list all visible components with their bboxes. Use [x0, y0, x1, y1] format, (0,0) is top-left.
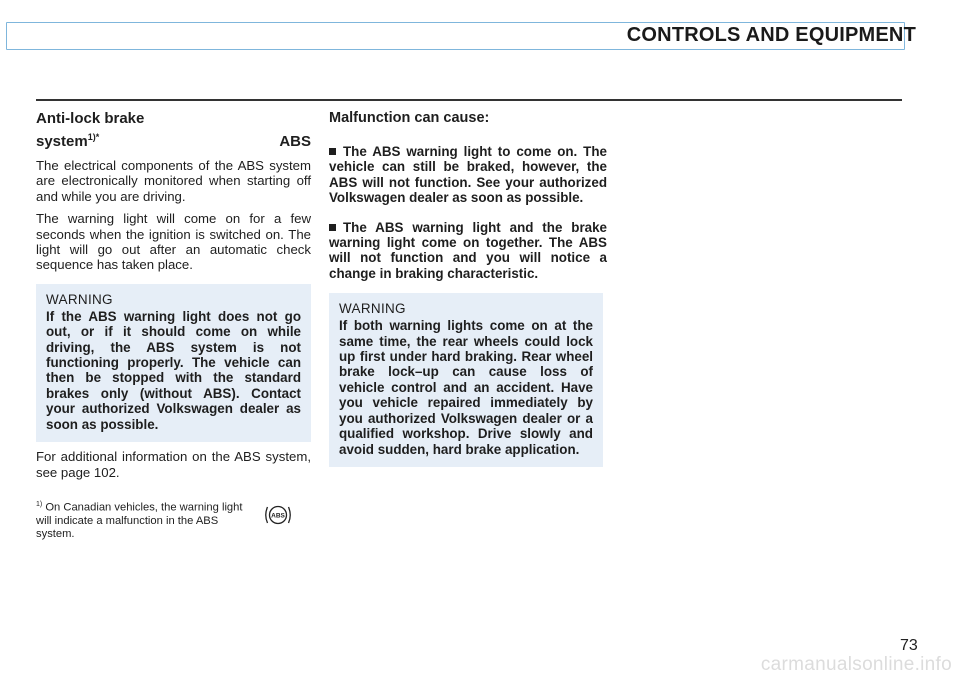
- section-title-line2: system: [36, 133, 88, 150]
- bullet-square-icon: [329, 224, 336, 231]
- page-title: CONTROLS AND EQUIPMENT: [626, 24, 916, 46]
- warning-label: WARNING: [339, 301, 406, 317]
- warning-box: [36, 284, 311, 442]
- bullet-square-icon: [329, 148, 336, 155]
- footnote: [36, 498, 311, 542]
- footnote-ref: 1)*: [87, 132, 100, 142]
- warning-box: [329, 293, 603, 467]
- right-column: [329, 109, 607, 467]
- left-column: [36, 109, 311, 542]
- reference-paragraph: For additional information on the ABS system, see page 102.: [36, 449, 311, 480]
- bullet-text: The ABS warning light and the brake warning light come on together. The ABS will not function and you will notice a change in braking characteristic.: [329, 219, 607, 281]
- warning-label: WARNING: [46, 291, 113, 307]
- footnote-marker: 1): [36, 500, 43, 508]
- warning-text: If the ABS warning light does not go out, or if it should come on while driving, the ABS system is not functioning properly. The vehicle can then be stopped with the standard brakes only (without ABS). Contact your authorized Volkswagen dealer as soon as possible.: [46, 308, 301, 432]
- page-number: 73: [900, 637, 918, 654]
- abs-icon-label: ABS: [271, 512, 285, 520]
- section-title: [36, 109, 311, 151]
- bullet-item: [329, 144, 607, 206]
- warning-text: If both warning lights come on at the same time, the rear wheels could lock up first under hard braking. Rear wheel brake lock–up can cause loss of vehicle control and an accident. Have you vehicle repaired immediately by you authorized Volkswagen dealer or a qualified workshop. Drive slowly and avoid sudden, hard brake application.: [339, 318, 593, 457]
- warning-light-paragraph: The warning light will come on for a few seconds when the ignition is switched on. The light will go out after an automatic check sequence has taken place.: [36, 211, 311, 273]
- bullet-item: [329, 220, 607, 282]
- watermark: carmanualsonline.info: [760, 654, 952, 675]
- malfunction-heading: Malfunction can cause:: [329, 110, 490, 126]
- section-tag: ABS: [279, 133, 311, 150]
- section-divider: [36, 99, 902, 101]
- footnote-text: On Canadian vehicles, the warning light will indicate a malfunction in the ABS system.: [36, 501, 243, 541]
- bullet-text: The ABS warning light to come on. The vehicle can still be braked, however, the ABS will not function. See your authorized Volkswagen dealer as soon as possible.: [329, 144, 607, 206]
- intro-paragraph: The electrical components of the ABS system are electronically monitored when starting off and while you are driving.: [36, 158, 311, 204]
- section-title-line1: Anti-lock brake: [36, 110, 145, 127]
- abs-warning-icon: [263, 502, 293, 528]
